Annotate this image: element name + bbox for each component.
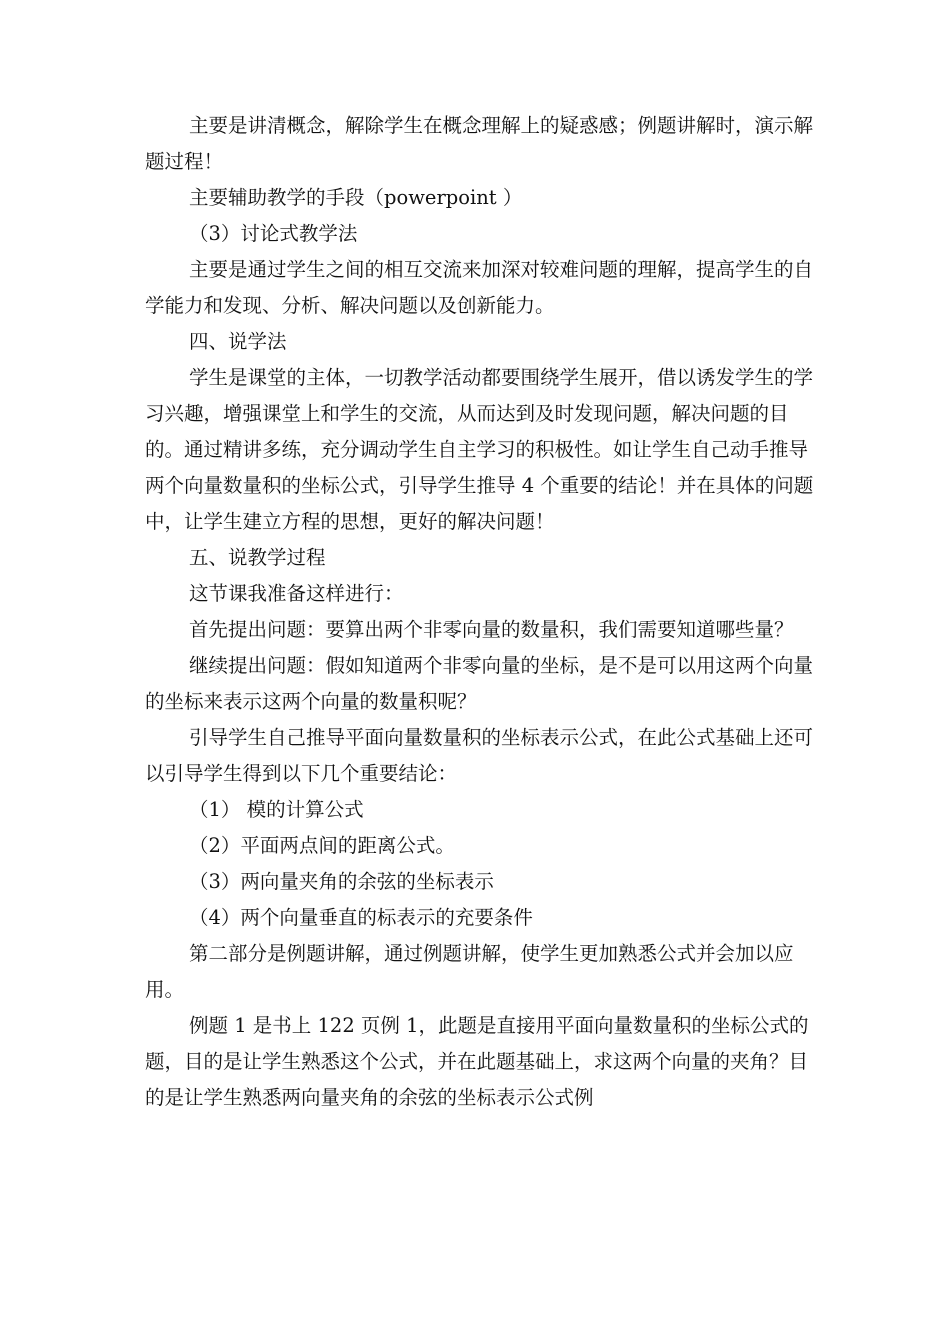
list-item-conclusion-2: （2）平面两点间的距离公式。 [189, 834, 455, 857]
paragraph-teaching-aid: 主要辅助教学的手段（powerpoint ） [189, 186, 523, 209]
paragraph-discussion-method: 主要是通过学生之间的相互交流来加深对较难问题的理解，提高学生的自学能力和发现、分析、解决问题以及创新能力。 [145, 258, 814, 317]
section-heading-teaching-process: 五、说教学过程 [189, 546, 326, 569]
list-item-conclusion-4: （4）两个向量垂直的标表示的充要条件 [189, 906, 533, 929]
heading-discussion-method: （3）讨论式教学法 [189, 222, 358, 245]
paragraph-derivation: 引导学生自己推导平面向量数量积的坐标表示公式，在此公式基础上还可以引导学生得到以下几个重要结论： [145, 726, 814, 785]
paragraph-concept-explanation: 主要是讲清概念，解除学生在概念理解上的疑惑感；例题讲解时，演示解题过程！ [145, 114, 814, 173]
paragraph-second-question: 继续提出问题：假如知道两个非零向量的坐标，是不是可以用这两个向量的坐标来表示这两个向量的数量积呢？ [145, 654, 814, 713]
list-item-conclusion-3: （3）两向量夹角的余弦的坐标表示 [189, 870, 494, 893]
document-body [145, 108, 825, 1116]
paragraph-learning-method: 学生是课堂的主体，一切教学活动都要围绕学生展开，借以诱发学生的学习兴趣，增强课堂上和学生的交流，从而达到及时发现问题，解决问题的目的。通过精讲多练，充分调动学生自主学习的积极性。如让学生自己动手推导两个向量数量积的坐标公式，引导学生推导 4 个重要的结论！并在具体的问题中，让学生建立方程的思想，更好的解决问题！ [145, 366, 814, 533]
list-item-conclusion-1: （1） 模的计算公式 [189, 798, 364, 821]
paragraph-process-intro: 这节课我准备这样进行： [189, 582, 404, 605]
paragraph-examples-part: 第二部分是例题讲解，通过例题讲解，使学生更加熟悉公式并会加以应用。 [145, 942, 794, 1001]
section-heading-learning-method: 四、说学法 [189, 330, 287, 353]
paragraph-example-1: 例题 1 是书上 122 页例 1，此题是直接用平面向量数量积的坐标公式的题，目的是让学生熟悉这个公式，并在此题基础上，求这两个向量的夹角？目的是让学生熟悉两向量夹角的余弦的坐标表示公式例 [145, 1014, 809, 1109]
paragraph-first-question: 首先提出问题：要算出两个非零向量的数量积，我们需要知道哪些量？ [189, 618, 794, 641]
